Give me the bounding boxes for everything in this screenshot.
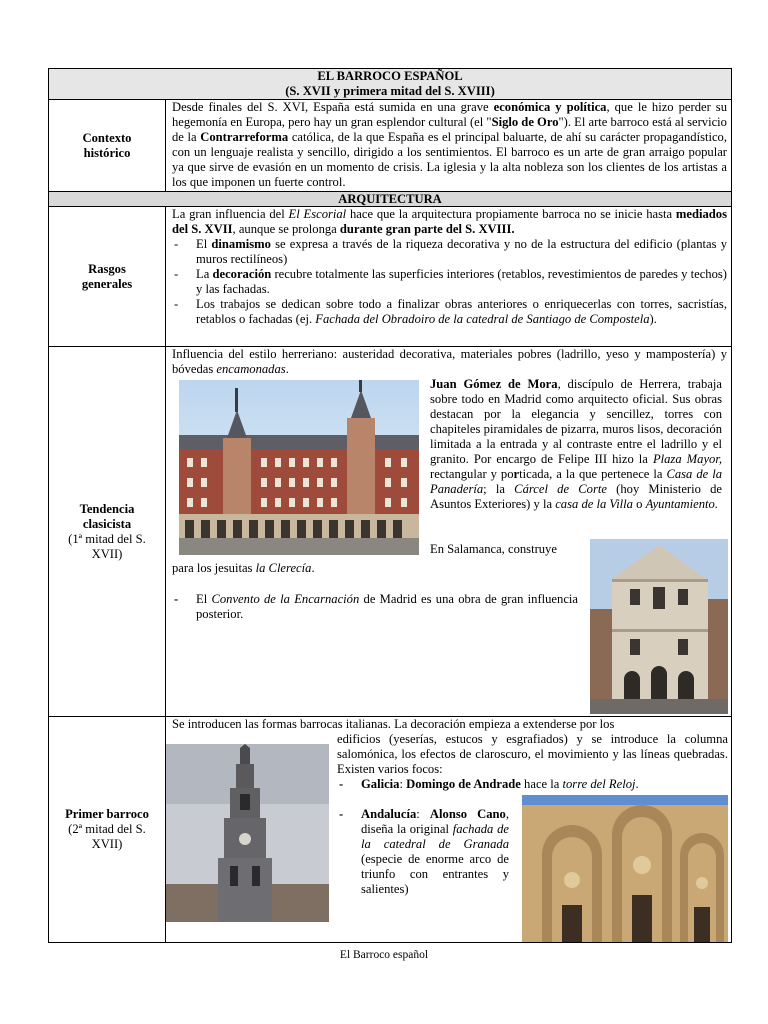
title-header xyxy=(49,69,731,100)
salamanca-text: En Salamanca, construye xyxy=(430,542,557,556)
row-primer-barroco xyxy=(49,717,731,942)
list-item: - El dinamismo se expresa a través de la riqueza decorativa y no de la estructura del edificio (plantas y muros rectilíneos) xyxy=(172,237,727,267)
title: EL BARROCO ESPAÑOL xyxy=(317,69,463,83)
list-item: - Los trabajos se dedican sobre todo a finalizar obras anteriores o enriquecerlas con torres, sacristías, retablos o fachadas (ej. Fachada del Obradoiro de la catedral de Santiago de Compostela). xyxy=(172,297,727,327)
clasicista-list xyxy=(172,592,578,622)
row-clasicista xyxy=(49,347,731,717)
label-primer-barroco: Primer barroco (2ª mitad del S. XVII) xyxy=(49,717,166,942)
label-contexto: Contexto histórico xyxy=(49,100,166,191)
list-item: - La decoración recubre totalmente las superficies interiores (retablos, revestimientos de paredes y techos) y las fachadas. xyxy=(172,267,727,297)
rasgos-list xyxy=(172,237,727,327)
focos-list-2 xyxy=(337,807,509,897)
plaza-mayor-image xyxy=(179,380,419,555)
row-rasgos xyxy=(49,207,731,347)
rasgos-text: La gran influencia del El Escorial hace que la arquitectura propiamente barroca no se inicie hasta mediados del S. XVII, aunque se prolonga durante gran parte del S. XVIII. - El dinamismo se expresa a través de la riqueza decorativa y no de la estructura del edificio (plantas y muros rectilíneos) - La decoración recubre totalmente las superficies interiores (retablos, revestimientos de paredes y techos) y las fachadas. - Los trabajos se dedican sobre todo a finalizar obras anteriores o enriquecerlas con torres, sacristías, retablos o fachadas (ej. Fachada del Obradoiro de la catedral de Santiago de Compostela). xyxy=(166,207,731,346)
section-arquitectura: ARQUITECTURA xyxy=(49,192,731,207)
footer: El Barroco español xyxy=(339,949,429,961)
clerecia-text: para los jesuitas la Clerecía. xyxy=(172,561,315,575)
row-contexto xyxy=(49,100,731,192)
subtitle: (S. XVII y primera mitad del S. XVIII) xyxy=(285,84,495,98)
catedral-granada-image xyxy=(522,795,728,942)
list-item: - Galicia: Domingo de Andrade hace la torre del Reloj. xyxy=(337,777,728,792)
torre-del-reloj-image xyxy=(166,744,329,922)
content-table xyxy=(48,68,732,943)
list-item: - Andalucía: Alonso Cano, diseña la original fachada de la catedral de Granada (especie de enorme arco de triunfo con entrantes y salientes) xyxy=(337,807,509,897)
clerecia-image xyxy=(590,539,728,714)
primer-text: Se introducen las formas barrocas italianas. La decoración empieza a extenderse por los edificios (yeserías, estucos y esgrafiados) y se introduce la columna salomónica, los efectos de claroscuro, el movimiento y las líneas quebradas. Existen varios focos: - Galicia: Domingo de Andrade hace la torre del Reloj. - Andalucía: Alonso Cano, diseña la original fachada de la catedral de Granada (especie de enorme arco de triunfo con entrantes y salientes) xyxy=(166,717,731,942)
clasicista-text: Influencia del estilo herreriano: austeridad decorativa, materiales pobres (ladrillo, yeso y mampostería) y bóvedas encamonadas. Juan Gómez de Mora, discípulo de Herrera, trabaja sobre todo en Madrid como arquitecto oficial. Sus obras destacan por la elegancia y sencillez, torres con chapiteles piramidales de pizarra, muros lisos, decoración limitada a la entrada y al contraste entre el ladrillo y el granito. Por encargo de Felipe III hizo la Plaza Mayor, rectangular y porticada, a la que pertenece la Casa de la Panadería; la Cárcel de Corte (hoy Ministerio de Asuntos Exteriores) y la casa de la Villa o Ayuntamiento. En Salamanca, construye para los jesuitas la Clerecía. - El Convento de la Encarnación de Madrid es una obra de gran influencia posterior. xyxy=(166,347,731,716)
page xyxy=(48,68,732,943)
primer-text-2: edificios (yeserías, estucos y esgrafiados) y se introduce la columna salomónica, los efectos de claroscuro, el movimiento y las líneas quebradas. Existen varios focos: - Galicia: Domingo de Andrade hace la torre del Reloj. xyxy=(337,732,728,792)
label-clasicista: Tendencia clasicista (1ª mitad del S. XVII) xyxy=(49,347,166,716)
gomez-de-mora-text: Juan Gómez de Mora, discípulo de Herrera, trabaja sobre todo en Madrid como arquitecto oficial. Sus obras destacan por la elegancia y sencillez, torres con chapiteles piramidales de pizarra, muros lisos, decoración limitada a la entrada y al contraste entre el ladrillo y el granito. Por encargo de Felipe III hizo la Plaza Mayor, rectangular y porticada, a la que pertenece la Casa de la Panadería; la Cárcel de Corte (hoy Ministerio de Asuntos Exteriores) y la casa de la Villa o Ayuntamiento. xyxy=(430,377,723,511)
contexto-text: Desde finales del S. XVI, España está sumida en una grave económica y política, que le hizo perder su hegemonía en Europa, pero hay un gran esplendor cultural (el "Siglo de Oro"). El arte barroco está al servicio de la Contrarreforma católica, de la que España es el principal baluarte, de ahí su carácter propagandístico, con un lenguaje realista y sencillo, dirigido a los sentimientos. El barroco es un arte de gran arraigo popular ya que sirve de evasión en un momento de crisis. La iglesia y la alta nobleza son los clientes de los artistas a los que imponen un fuerte control. xyxy=(172,100,727,189)
label-rasgos: Rasgos generales xyxy=(49,207,166,346)
list-item: - El Convento de la Encarnación de Madrid es una obra de gran influencia posterior. xyxy=(172,592,578,622)
focos-list xyxy=(337,777,728,792)
